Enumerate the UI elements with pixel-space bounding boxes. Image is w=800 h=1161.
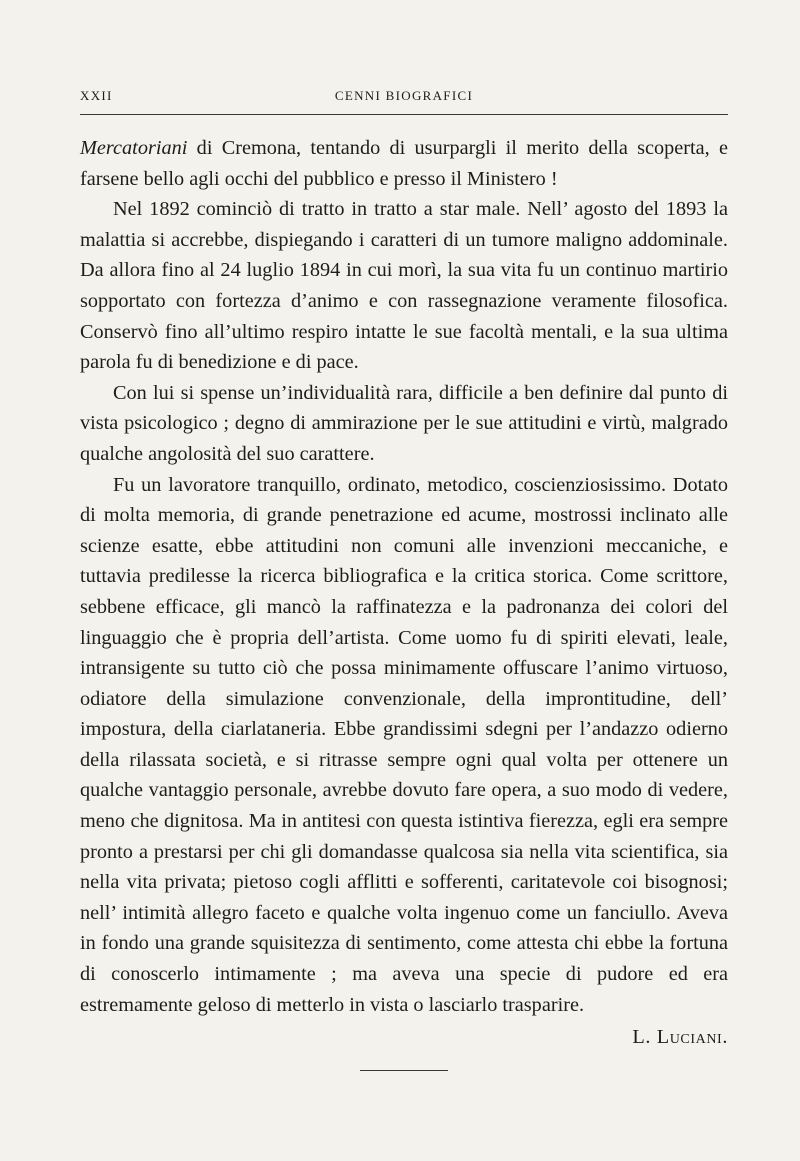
paragraph-1 xyxy=(80,133,728,194)
running-head xyxy=(80,88,728,108)
signature xyxy=(80,1026,728,1049)
italic-name: Mercatoriani xyxy=(80,137,188,159)
page-number: XXII xyxy=(80,88,113,103)
paragraph-2: Nel 1892 cominciò di tratto in tratto a star male. Nell’ agosto del 1893 la malattia si accrebbe, dispiegando i caratteri di un tumore maligno addominale. Da allora fino al 24 luglio 1894 in cui morì, la sua vita fu un continuo martirio sopportato con fortezza d’animo e con rassegnazione veramente filosofica. Conservò fino all’ultimo respiro intatte le sue facoltà mentali, e la sua ultima parola fu di benedizione e di pace. xyxy=(80,198,728,374)
paragraph-3: Con lui si spense un’individualità rara, difficile a ben definire dal punto di vista psicologico ; degno di ammirazione per le sue attitudini e virtù, malgrado qualche angolosità del suo carattere. xyxy=(80,381,728,465)
running-title: CENNI BIOGRAFICI xyxy=(334,88,474,103)
signature-text: L. Luciani. xyxy=(632,1026,728,1048)
paragraph-4: Fu un lavoratore tranquillo, ordinato, metodico, coscienziosissimo. Dotato di molta memoria, di grande penetrazione ed acume, mostrossi inclinato alle scienze esatte, ebbe attitudini non comuni alle invenzioni meccaniche, e tuttavia predilesse la ricerca bibliografica e la critica storica. Come scrittore, sebbene efficace, gli mancò la raffinatezza e la padronanza dei colori del linguaggio che è propria dell’artista. Come uomo fu di spiriti elevati, leale, intransigente su tutto ciò che possa minimamente offuscare l’animo virtuoso, odiatore della simulazione convenzionale, della improntitudine, dell’ impostura, della ciarlataneria. Ebbe grandissimi sdegni per l’andazzo odierno della rilassata società, e si ritrasse sempre ogni qual volta per ottenere un qualche vantaggio personale, avrebbe dovuto fare opera, a suo modo di vedere, meno che dignitosa. Ma in antitesi con questa istintiva fierezza, egli era sempre pronto a prestarsi per chi gli domandasse qualcosa sia nella vita scientifica, sia nella vita privata; pietoso cogli afflitti e sofferenti, caritatevole coi bisognosi; nell’ intimità allegro faceto e qualche volta ingenuo come un fanciullo. Aveva in fondo una grande squisitezza di sentimento, come attesta chi ebbe la fortuna di conoscerlo intimamente ; ma aveva una specie di pudore ed era estremamente geloso di metterlo in vista o lasciarlo trasparire. xyxy=(80,473,728,1016)
paragraph-1-rest: di Cremona, tentando di usurpargli il merito della scoperta, e farsene bello agli occhi del pubblico e presso il Ministero ! xyxy=(80,137,728,190)
body-text xyxy=(80,133,728,1020)
header-rule xyxy=(80,114,728,115)
end-rule xyxy=(360,1070,448,1071)
